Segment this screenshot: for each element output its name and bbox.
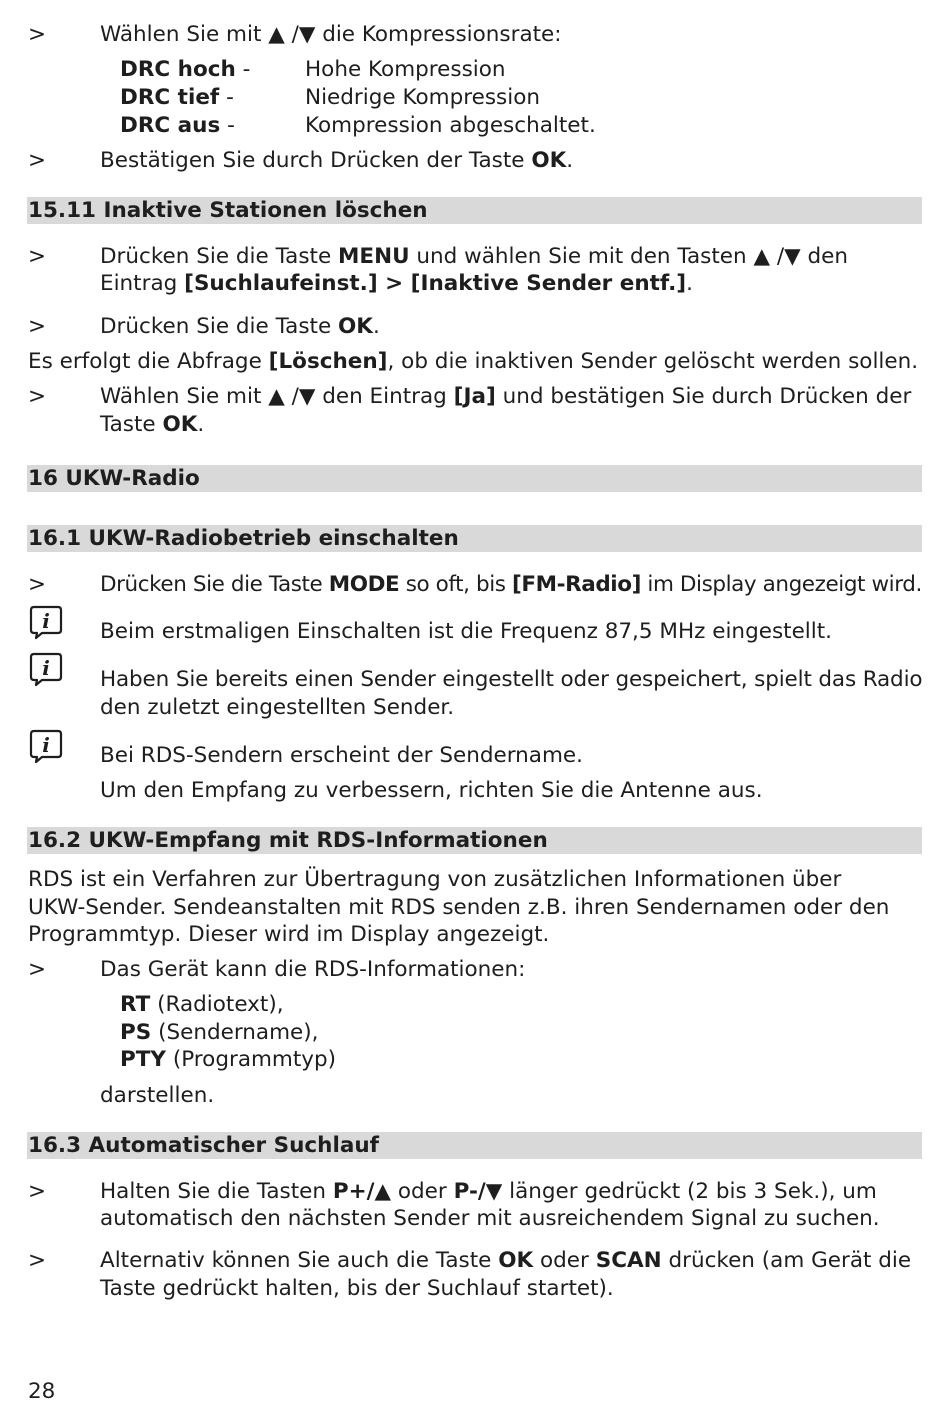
key-label: OK	[338, 314, 373, 339]
text-run: und wählen Sie mit den Tasten ▲ /▼ den	[409, 244, 848, 269]
drc-term	[120, 112, 235, 140]
rds-item	[120, 991, 284, 1019]
section-heading	[27, 465, 922, 492]
menu-path: [Suchlaufeinst.] > [Inaktive Sender entf.]	[184, 271, 687, 296]
rds-desc: (Radiotext),	[150, 992, 284, 1017]
text-run: oder	[533, 1248, 596, 1273]
drc-term-label: DRC tief	[120, 85, 220, 110]
text-run: .	[566, 148, 574, 173]
step-text: Taste gedrückt halten, bis der Suchlauf startet).	[100, 1276, 614, 1301]
rds-term: RT	[120, 992, 151, 1017]
info-note: Beim erstmaligen Einschalten ist die Frequenz 87,5 MHz eingestellt.	[100, 619, 833, 644]
text-run: Drücken Sie die Taste	[100, 572, 329, 597]
section-heading-text: 16.3 Automatischer Suchlauf	[28, 1133, 379, 1158]
text-run: .	[197, 412, 205, 437]
text-run: Halten Sie die Tasten	[100, 1179, 333, 1204]
text-run: Alternativ können Sie auch die Taste	[100, 1248, 499, 1273]
step-text	[100, 313, 380, 341]
info-note: den zuletzt eingestellten Sender.	[100, 695, 455, 720]
drc-desc: Kompression abgeschaltet.	[305, 113, 596, 138]
step-text	[100, 147, 573, 175]
key-label: OK	[498, 1248, 534, 1273]
section-heading	[27, 525, 922, 552]
section-heading-text: 16.1 UKW-Radiobetrieb einschalten	[28, 526, 459, 551]
bullet-marker: >	[28, 1248, 47, 1273]
key-label: OK	[162, 412, 198, 437]
step-text	[100, 270, 693, 298]
text-run: .	[686, 271, 693, 296]
info-icon	[28, 651, 64, 687]
drc-sep: -	[235, 57, 251, 82]
bullet-marker: >	[28, 148, 47, 173]
drc-sep: -	[219, 85, 234, 110]
key-label: MODE	[328, 572, 400, 597]
key-label: [Ja]	[453, 384, 496, 409]
text-run: Es erfolgt die Abfrage	[28, 349, 269, 374]
body-paragraph: Programmtyp. Dieser wird im Display angezeigt.	[28, 922, 550, 947]
text-run: Drücken Sie die Taste	[100, 314, 339, 339]
section-heading-text: 15.11 Inaktive Stationen löschen	[28, 198, 428, 223]
key-label: OK	[531, 148, 567, 173]
body-paragraph	[28, 348, 918, 376]
text-run: Drücken Sie die Taste	[100, 244, 339, 269]
bullet-marker: >	[28, 314, 47, 339]
svg-text:i: i	[42, 656, 50, 680]
page-number: 28	[28, 1379, 56, 1404]
rds-item	[120, 1019, 319, 1047]
text-run: Taste	[100, 412, 163, 437]
info-note: Um den Empfang zu verbessern, richten Sie die Antenne aus.	[100, 778, 763, 803]
step-text	[100, 243, 848, 271]
bullet-marker: >	[28, 572, 47, 597]
info-note: Haben Sie bereits einen Sender eingestellt oder gespeichert, spielt das Radio	[100, 667, 923, 692]
drc-desc: Niedrige Kompression	[305, 85, 540, 110]
step-text: darstellen.	[100, 1083, 215, 1108]
rds-term: PS	[120, 1020, 152, 1045]
bullet-marker: >	[28, 1179, 47, 1204]
text-run: so oft, bis	[399, 572, 512, 597]
info-icon	[28, 604, 64, 640]
step-text	[100, 1178, 877, 1206]
svg-text:i: i	[42, 609, 50, 633]
bullet-marker: >	[28, 22, 47, 47]
info-note: Bei RDS-Sendern erscheint der Sendername.	[100, 743, 583, 768]
section-heading	[27, 197, 922, 224]
text-run: .	[372, 314, 380, 339]
drc-term	[120, 56, 250, 84]
drc-term-label: DRC hoch	[120, 57, 236, 82]
text-run: Wählen Sie mit ▲ /▼ den Eintrag	[100, 384, 454, 409]
text-run: länger gedrückt (2 bis 3 Sek.), um	[502, 1179, 877, 1204]
drc-desc: Hohe Kompression	[305, 57, 506, 82]
drc-sep: -	[220, 113, 235, 138]
section-heading-text: 16 UKW-Radio	[28, 466, 200, 491]
key-label: MENU	[338, 244, 410, 269]
text-run: , ob die inaktiven Sender gelöscht werden sollen.	[387, 349, 919, 374]
step-text: Wählen Sie mit ▲ /▼ die Kompressionsrate:	[100, 22, 562, 47]
step-text	[100, 411, 204, 439]
bullet-marker: >	[28, 244, 47, 269]
text-run: Bestätigen Sie durch Drücken der Taste	[100, 148, 532, 173]
rds-item	[120, 1046, 336, 1074]
key-label: P+/▲	[332, 1179, 392, 1204]
key-label: SCAN	[595, 1248, 662, 1273]
drc-term	[120, 84, 234, 112]
body-paragraph: UKW-Sender. Sendeanstalten mit RDS senden z.B. ihren Sendernamen oder den	[28, 895, 890, 920]
step-text	[100, 571, 922, 599]
section-heading	[27, 1132, 922, 1159]
step-text: automatisch den nächsten Sender mit ausreichendem Signal zu suchen.	[100, 1206, 880, 1231]
key-label: P-/▼	[453, 1179, 503, 1204]
drc-term-label: DRC aus	[120, 113, 221, 138]
rds-desc: (Sendername),	[151, 1020, 319, 1045]
svg-text:i: i	[42, 733, 50, 757]
text-run: oder	[391, 1179, 454, 1204]
text-run: drücken (am Gerät die	[661, 1248, 912, 1273]
rds-term: PTY	[120, 1047, 166, 1072]
key-label: [Löschen]	[268, 349, 388, 374]
section-heading	[27, 827, 922, 854]
bullet-marker: >	[28, 957, 47, 982]
step-text	[100, 383, 911, 411]
bullet-marker: >	[28, 384, 47, 409]
section-heading-text: 16.2 UKW-Empfang mit RDS-Informationen	[28, 828, 548, 853]
step-text: Das Gerät kann die RDS-Informationen:	[100, 957, 526, 982]
text-run: im Display angezeigt wird.	[641, 572, 922, 597]
info-icon	[28, 728, 64, 764]
display-label: [FM-Radio]	[511, 572, 641, 597]
step-text	[100, 1247, 911, 1275]
text-run: Eintrag	[100, 271, 185, 296]
text-run: und bestätigen Sie durch Drücken der	[495, 384, 912, 409]
body-paragraph: RDS ist ein Verfahren zur Übertragung von zusätzlichen Informationen über	[28, 867, 842, 892]
rds-desc: (Programmtyp)	[166, 1047, 337, 1072]
